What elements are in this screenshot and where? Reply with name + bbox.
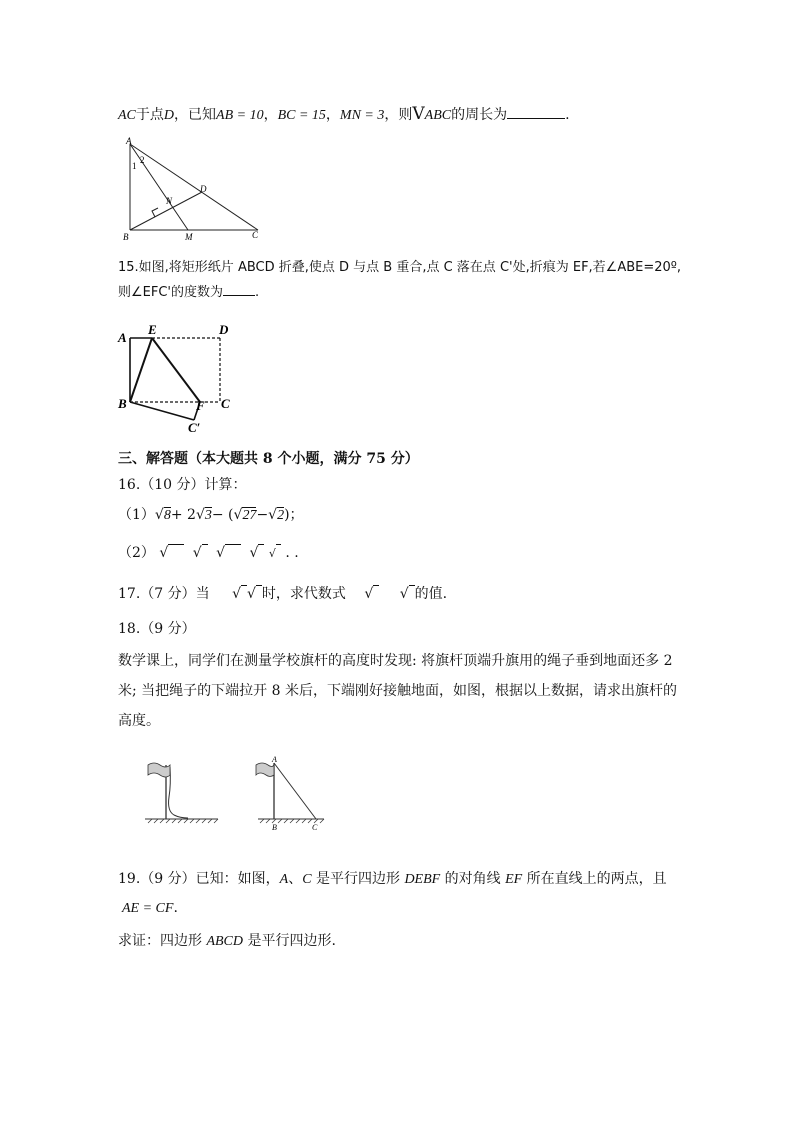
op-text: − xyxy=(256,507,269,523)
point-a: A xyxy=(279,872,289,887)
label-a: A xyxy=(126,136,132,146)
seg-ef: EF xyxy=(505,872,523,887)
text: 的周长为 xyxy=(451,107,508,123)
text: 是平行四边形. xyxy=(243,933,336,949)
label-b: B xyxy=(272,823,277,832)
text: ， xyxy=(263,107,278,123)
radicand: 3 xyxy=(204,508,212,523)
radicand: 8 xyxy=(163,508,171,523)
answer-blank xyxy=(223,282,255,296)
label-2: 2 xyxy=(140,155,145,165)
seg-ac: AC xyxy=(118,108,136,123)
label-d: D xyxy=(219,322,229,337)
q18-line3: 高度。 xyxy=(118,713,160,729)
q16-part2 xyxy=(118,542,299,562)
figure-q14 xyxy=(118,136,268,244)
q18-line2: 米; 当把绳子的下端拉开 8 米后，下端刚好接触地面，如图，根据以上数据，请求出旗杆的 xyxy=(118,683,677,699)
text: 时，求代数式 xyxy=(261,586,346,602)
text: 于点 xyxy=(135,107,164,123)
point-d: D xyxy=(163,108,175,123)
text: 所在直线上的两点，且 xyxy=(522,871,667,887)
sqrt-symbol: √ xyxy=(247,586,262,602)
radicand: 2 xyxy=(277,508,285,523)
text: 19.（9 分）已知：如图， xyxy=(118,871,280,887)
label-1: 1 xyxy=(132,161,137,171)
sqrt-symbol: √ xyxy=(195,507,205,523)
sqrt-symbol: √ xyxy=(400,586,415,602)
sqrt-symbol: √ xyxy=(232,586,247,602)
figure-q15 xyxy=(116,318,246,436)
text: 求证：四边形 xyxy=(118,933,207,949)
op-text: − ( xyxy=(211,507,234,523)
end-dots: . . xyxy=(285,545,299,561)
label-c-prime: C′ xyxy=(188,420,201,435)
sqrt-symbol: √ xyxy=(250,545,265,561)
point-c: C xyxy=(302,872,312,887)
q19-line3 xyxy=(118,930,336,950)
q14-tail-line xyxy=(118,104,570,124)
quad-abcd: ABCD xyxy=(206,934,244,949)
op-text: + 2 xyxy=(170,507,196,523)
label-m: M xyxy=(185,232,193,242)
text: 是平行四边形 xyxy=(311,871,405,887)
text: . xyxy=(565,107,570,123)
answer-blank xyxy=(507,104,565,119)
q18-head: 18.（9 分） xyxy=(118,621,196,637)
sqrt-symbol: √ xyxy=(268,507,278,523)
quad-debf: DEBF xyxy=(404,872,441,887)
sqrt-symbol: √ xyxy=(193,545,208,561)
text: ，则 xyxy=(384,107,413,123)
text: 的值. xyxy=(414,586,448,602)
text: 的对角线 xyxy=(440,871,506,887)
text: ，已知 xyxy=(174,107,217,123)
section-title: 三、解答题（本大题共 8 个小题，满分 75 分） xyxy=(118,451,419,467)
text: 、 xyxy=(288,871,303,887)
text: . xyxy=(255,285,260,300)
label-a: A xyxy=(272,755,277,764)
label-c: C xyxy=(252,230,259,240)
q19-line2 xyxy=(122,900,178,917)
eq-ab: AB = 10 xyxy=(216,108,264,123)
label-c: C xyxy=(221,396,230,411)
text: 17.（7 分）当 xyxy=(118,586,210,602)
triangle-symbol: V xyxy=(412,104,425,124)
q19-line1 xyxy=(118,868,667,888)
q18-line1: 数学课上，同学们在测量学校旗杆的高度时发现: 将旗杆顶端升旗用的绳子垂到地面还多 2 xyxy=(118,653,673,669)
text: ， xyxy=(325,107,340,123)
label-d: D xyxy=(200,184,207,194)
figure-q18 xyxy=(140,755,340,835)
sqrt-symbol: √ xyxy=(233,507,243,523)
label-n: N xyxy=(166,196,173,206)
triangle-abc: ABC xyxy=(424,108,452,123)
part-label: （2） xyxy=(118,545,155,561)
label-b: B xyxy=(118,396,127,411)
label-e: E xyxy=(148,322,157,337)
label-c: C xyxy=(312,823,318,832)
op-text: )； xyxy=(284,507,304,523)
sqrt-symbol: √ xyxy=(364,586,379,602)
part-label: （1） xyxy=(118,507,155,523)
sqrt-symbol: √ xyxy=(269,547,281,560)
q16-head: 16.（10 分）计算： xyxy=(118,477,247,493)
q16-part1 xyxy=(118,504,304,524)
text: . xyxy=(173,900,178,916)
label-b: B xyxy=(123,232,129,242)
eq-bc: BC = 15 xyxy=(277,108,326,123)
q15-line1: 15.如图,将矩形纸片 ABCD 折叠,使点 D 与点 B 重合,点 C 落在点 C'处,折痕为 EF,若∠ABE=20º, xyxy=(118,260,682,275)
sqrt-symbol: √ xyxy=(159,545,184,561)
label-a: A xyxy=(118,330,127,345)
label-f: F xyxy=(196,398,205,413)
radicand: 27 xyxy=(242,508,257,523)
eq-ae-cf: AE = CF xyxy=(122,901,174,916)
text: 则∠EFC'的度数为 xyxy=(118,285,223,300)
sqrt-symbol: √ xyxy=(154,507,164,523)
q17-line xyxy=(118,583,447,603)
q15-line2 xyxy=(118,281,259,300)
sqrt-symbol: √ xyxy=(216,545,241,561)
eq-mn: MN = 3 xyxy=(339,108,385,123)
